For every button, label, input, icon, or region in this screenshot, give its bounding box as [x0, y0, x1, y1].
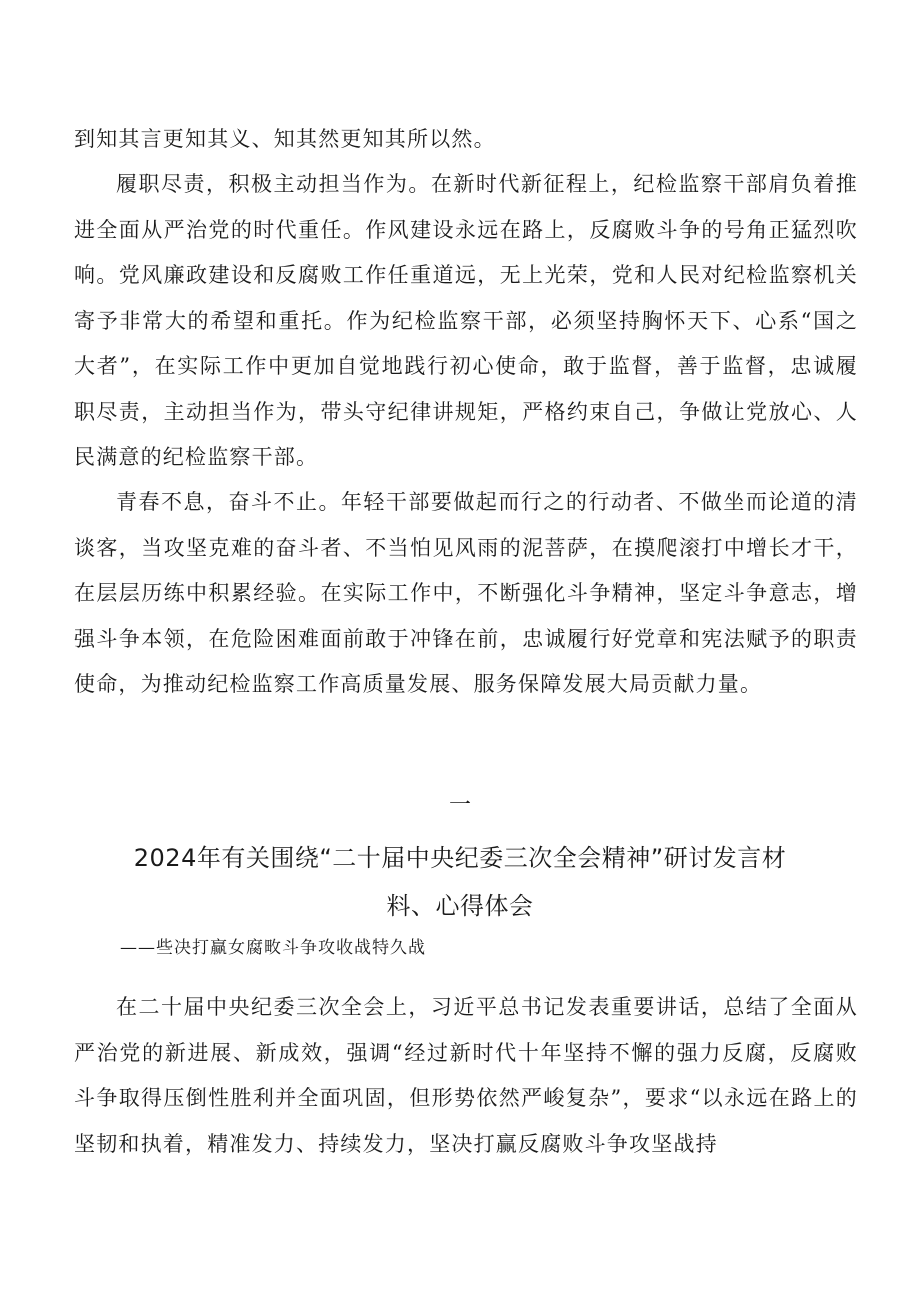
- section-subtitle: ——些决打赢女腐畋斗争攻收战特久战: [120, 938, 426, 958]
- paragraph-continued: 到知其言更知其义、知其然更知其所以然。: [74, 127, 496, 151]
- section-title: 2024年有关围绕“二十届中央纪委三次全会精神”研讨发言材料、心得体会: [133, 844, 787, 920]
- paragraph-section-intro: 在二十届中央纪委三次全会上，习近平总书记发表重要讲话，总结了全面从严治党的新进展、新成效，强调“经过新时代十年坚持不懈的强力反腐，反腐败斗争取得压倒性胜利并全面巩固，但形势依然严峻复杂”，要求“以永远在路上的坚韧和执着，精准发力、持续发力，坚决打赢反腐败斗争攻坚战持: [74, 995, 858, 1156]
- paragraph-duty: 履职尽责，积极主动担当作为。在新时代新征程上，纪检监察干部肩负着推进全面从严治党的时代重任。作风建设永远在路上，反腐败斗争的号角正猛烈吹响。党风廉政建设和反腐败工作任重道远，无上光荣，党和人民对纪检监察机关寄予非常大的希望和重托。作为纪检监察干部，必须坚持胸怀天下、心系“国之大者”，在实际工作中更加自觉地践行初心使命，敢于监督，善于监督，忠诚履职尽责，主动担当作为，带头守纪律讲规矩，严格约束自己，争做让党放心、人民满意的纪检监察干部。: [74, 172, 858, 469]
- paragraph-youth: 青春不息，奋斗不止。年轻干部要做起而行之的行动者、不做坐而论道的清谈客，当攻坚克难的奋斗者、不当怕见风雨的泥菩萨，在摸爬滚打中增长才干，在层层历练中积累经验。在实际工作中，不断强化斗争精神，坚定斗争意志，增强斗争本领，在危险困难面前敢于冲锋在前，忠诚履行好党章和宪法赋予的职责使命，为推动纪检监察工作高质量发展、服务保障发展大局贡献力量。: [74, 490, 858, 696]
- section-separator: 一: [448, 793, 471, 818]
